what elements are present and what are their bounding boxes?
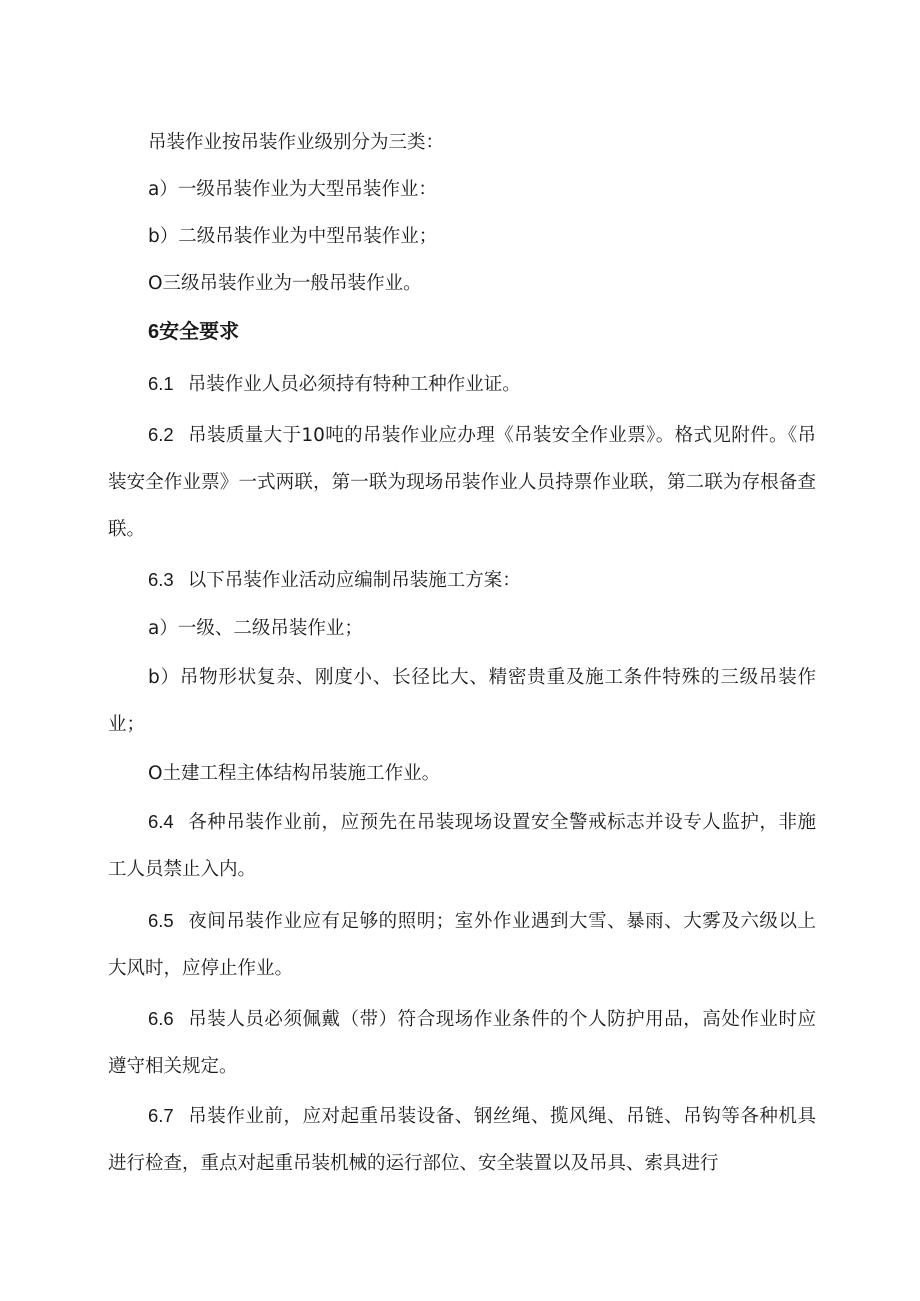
clause-number: 6.5 [148,910,174,931]
paragraph-classification-intro: 吊装作业按吊装作业级别分为三类： [148,132,445,153]
clause-text: 各种吊装作业前，应预先在吊装现场设置安全警戒标志并设专人监护，非施工人员禁止入内。 [108,812,816,880]
list-item-class-a: a）一级吊装作业为大型吊装作业： [148,179,437,200]
list-item-plan-c: O土建工程主体结构吊装施工作业。 [148,763,441,784]
clause-number: 6.1 [148,373,174,394]
list-item-plan-a: a）一级、二级吊装作业； [148,618,363,639]
clause-number: 6.4 [148,811,174,832]
clause-6-3 [108,556,816,604]
clause-6-1 [108,360,816,408]
list-item-plan-b: b）吊物形状复杂、刚度小、长径比大、精密贵重及施工条件特殊的三级吊装作业； [108,667,816,735]
clause-number: 6.3 [148,569,174,590]
clause-6-4 [108,798,816,893]
list-item-class-c: O三级吊装作业为一般吊装作业。 [148,273,422,294]
clause-6-7 [108,1092,816,1187]
clause-text: 吊装人员必须佩戴（带）符合现场作业条件的个人防护用品，高处作业时应遵守相关规定。 [108,1009,816,1077]
clause-number: 6.7 [148,1105,174,1126]
section-heading-safety-requirements: 6安全要求 [148,321,240,343]
clause-text: 以下吊装作业活动应编制吊装施工方案： [187,570,521,591]
list-item-class-b: b）二级吊装作业为中型吊装作业； [148,226,438,247]
clause-text: 夜间吊装作业应有足够的照明；室外作业遇到大雪、暴雨、大雾及六级以上大风时，应停止作业。 [108,911,816,979]
clause-6-5 [108,897,816,992]
clause-text: 吊装作业人员必须持有特种工种作业证。 [187,374,521,395]
clause-number: 6.2 [148,424,174,445]
clause-number: 6.6 [148,1008,174,1029]
clause-6-2 [108,411,816,553]
clause-text: 吊装作业前，应对起重吊装设备、钢丝绳、揽风绳、吊链、吊钩等各种机具进行检查，重点对起重吊装机械的运行部位、安全装置以及吊具、索具进行 [108,1106,816,1174]
clause-text: 吊装质量大于10吨的吊装作业应办理《吊装安全作业票》。格式见附件。《吊装安全作业票》一式两联，第一联为现场吊装作业人员持票作业联，第二联为存根备查联。 [108,425,816,540]
clause-6-6 [108,995,816,1090]
